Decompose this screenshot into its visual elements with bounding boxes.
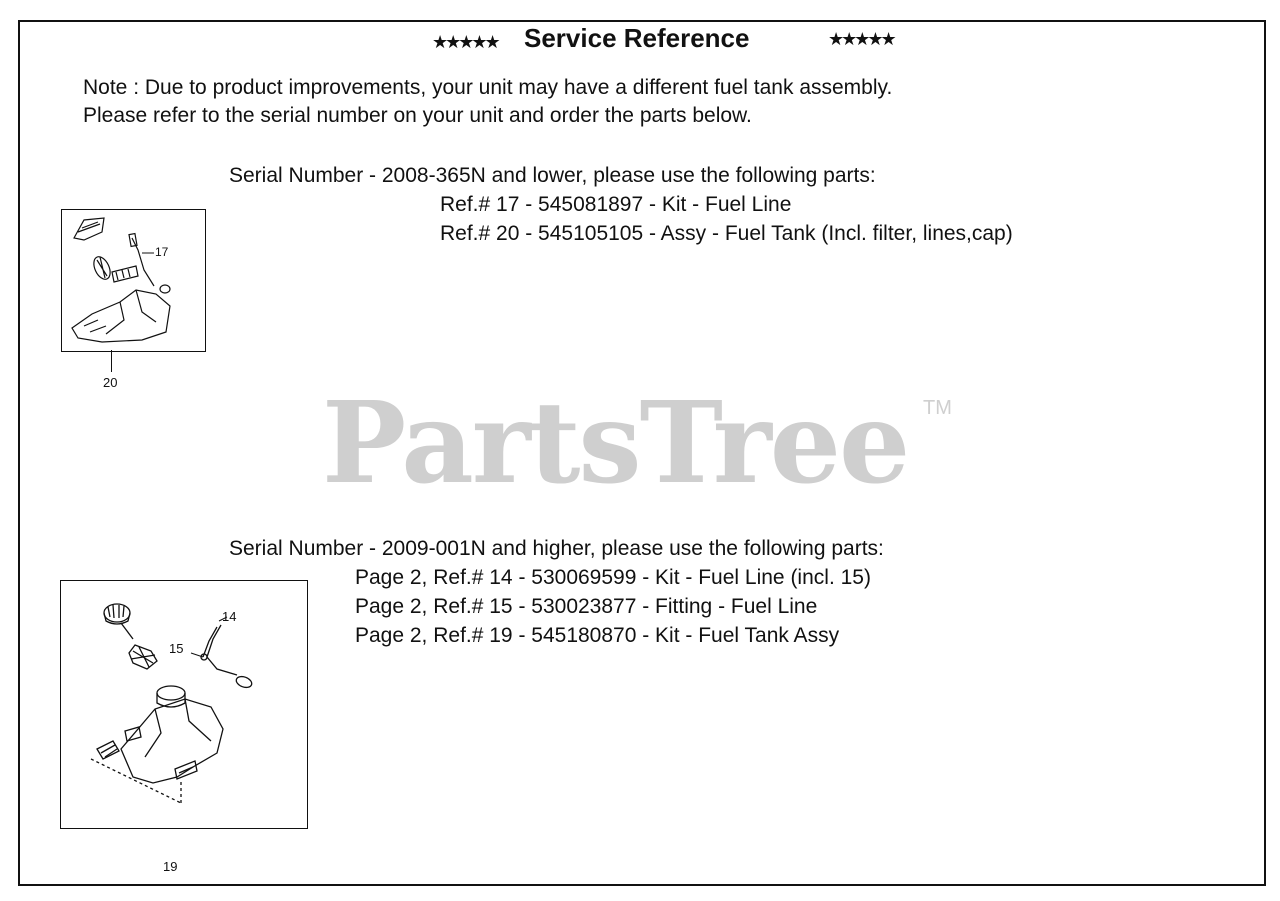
watermark-tm: TM bbox=[923, 397, 952, 419]
note-line-2: Please refer to the serial number on your unit and order the parts below. bbox=[83, 104, 752, 127]
callout-leader bbox=[111, 350, 112, 372]
watermark-logo: PartsTree bbox=[322, 378, 909, 509]
fuel-tank-figure-new bbox=[60, 580, 308, 829]
header-stars-right: ★★★★★ bbox=[828, 29, 894, 49]
part-line: Ref.# 20 - 545105105 - Assy - Fuel Tank (Incl. filter, lines,cap) bbox=[440, 222, 1013, 245]
callout-label: 19 bbox=[163, 859, 178, 874]
part-line: Page 2, Ref.# 14 - 530069599 - Kit - Fuel Line (incl. 15) bbox=[355, 566, 871, 589]
part-line: Page 2, Ref.# 19 - 545180870 - Kit - Fuel Tank Assy bbox=[355, 624, 840, 647]
part-line: Page 2, Ref.# 15 - 530023877 - Fitting - Fuel Line bbox=[355, 595, 818, 618]
fuel-tank-figure-old bbox=[61, 209, 206, 352]
callout-label: 15 bbox=[169, 641, 184, 656]
callout-label: 17 bbox=[155, 245, 169, 259]
page-title: Service Reference bbox=[524, 23, 750, 53]
serial-new-heading: Serial Number - 2009-001N and higher, please use the following parts: bbox=[229, 537, 884, 560]
part-line: Ref.# 17 - 545081897 - Kit - Fuel Line bbox=[440, 193, 792, 216]
header-stars-left: ★★★★★ bbox=[432, 32, 498, 52]
note-line-1: Note : Due to product improvements, your unit may have a different fuel tank assembly. bbox=[83, 76, 893, 99]
callout-label: 14 bbox=[222, 609, 237, 624]
serial-old-heading: Serial Number - 2008-365N and lower, please use the following parts: bbox=[229, 164, 876, 187]
fuel-tank-drawing-new bbox=[61, 581, 307, 828]
callout-label: 20 bbox=[103, 375, 118, 390]
fuel-tank-drawing-old bbox=[62, 210, 205, 351]
